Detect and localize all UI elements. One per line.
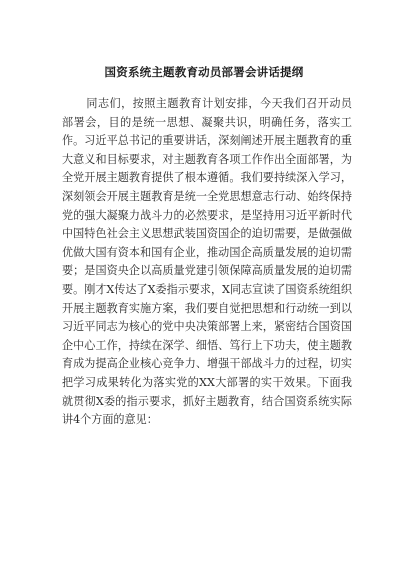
body-paragraph: 同志们，按照主题教育计划安排，今天我们召开动员部署会，目的是统一思想、凝聚共识，明确任务，落实工作。习近平总书记的重要讲话，深刻阐述开展主题教育的重大意义和目标要求，对主题教育各项工作作出全面部署，为全党开展主题教育提供了根本遵循。我们要持续深入学习，深刻领会开展主题教育是统一全党思想意志行动、始终保持党的强大凝聚力战斗力的必然要求，是坚持用习近平新时代中国特色社会主义思想武装国资国企的迫切需要，是做强做优做大国有资本和国有企业，推动国企高质量发展的迫切需要；是国资央企以高质量党建引领保障高质量发展的迫切需要。刚才X传达了X委指示要求，X同志宣读了国资系统组织开展主题教育实施方案，我们要自觉把思想和行动统一到以习近平同志为核心的党中央决策部署上来，紧密结合国资国企中心工作，持续在深学、细悟、笃行上下功夫，使主题教育成为提高企业核心竞争力、增强干部战斗力的过程，切实把学习成果转化为落实党的XX大部署的实干效果。下面我就贯彻X委的指示要求，抓好主题教育，结合国资系统实际讲4个方面的意见： <box>62 97 352 427</box>
document-title: 国资系统主题教育动员部署会讲话提纲 <box>104 65 304 79</box>
